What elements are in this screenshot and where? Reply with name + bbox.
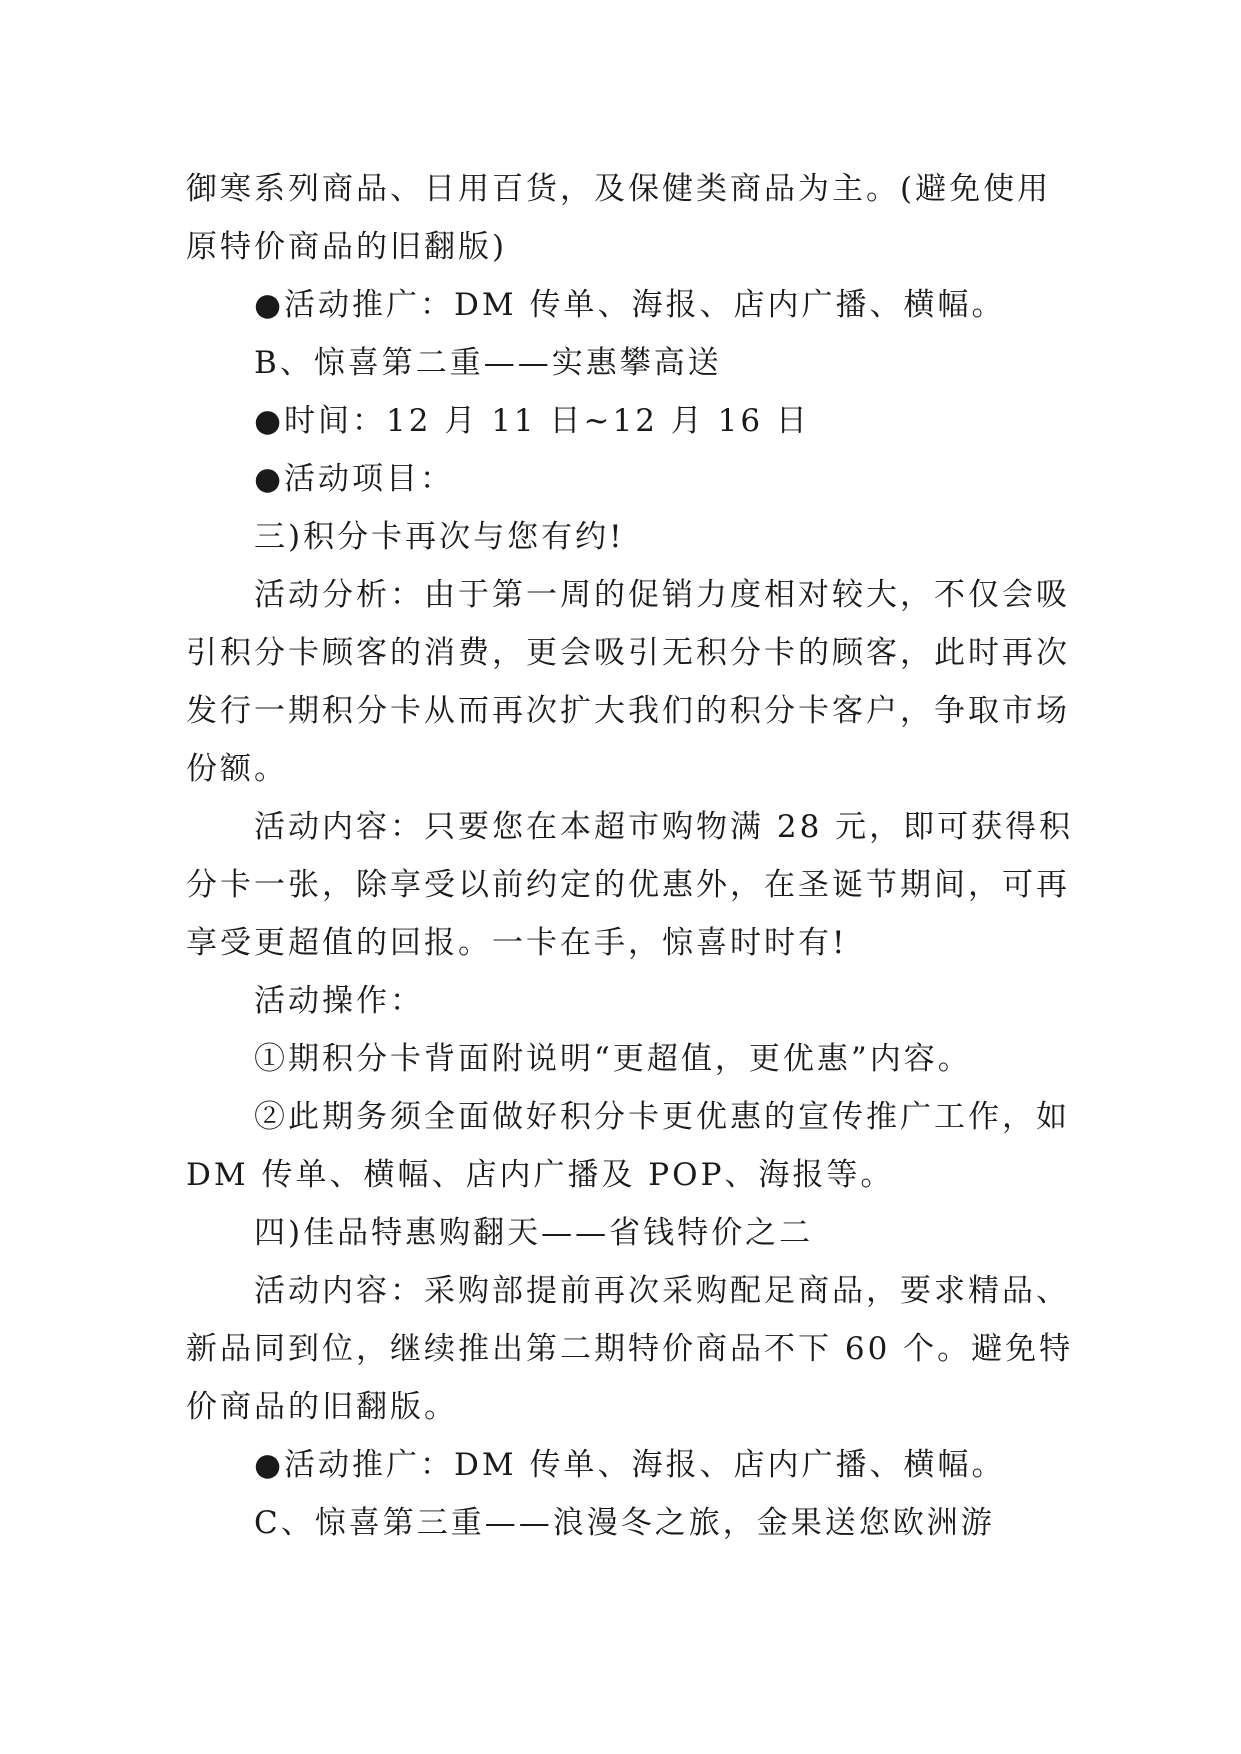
text-line: DM 传单、横幅、店内广播及 POP、海报等。	[186, 1157, 895, 1193]
text-line: 份额。	[186, 751, 288, 787]
text-line: ●时间：12 月 11 日~12 月 16 日	[254, 403, 810, 439]
subsection-heading: 三)积分卡再次与您有约!	[254, 519, 625, 555]
text-line: 活动分析：由于第一周的促销力度相对较大，不仅会吸	[254, 577, 1070, 613]
text-line: 活动内容：只要您在本超市购物满 28 元，即可获得积	[254, 809, 1074, 845]
subsection-heading: 四)佳品特惠购翻天——省钱特价之二	[254, 1215, 814, 1251]
text-line: ●活动项目：	[254, 461, 455, 497]
text-line: 价商品的旧翻版。	[186, 1389, 458, 1425]
section-heading: B、惊喜第二重——实惠攀高送	[254, 345, 722, 381]
document-body	[186, 160, 1074, 1552]
text-line: 活动操作：	[254, 983, 424, 1019]
text-line: 御寒系列商品、日用百货，及保健类商品为主。(避免使用	[186, 171, 1052, 207]
text-line: ●活动推广：DM 传单、海报、店内广播、横幅。	[254, 287, 1006, 323]
section-heading: C、惊喜第三重——浪漫冬之旅，金果送您欧洲游	[254, 1505, 995, 1541]
text-line: ①期积分卡背面附说明“更超值，更优惠”内容。	[254, 1041, 972, 1077]
text-line: 享受更超值的回报。一卡在手，惊喜时时有!	[186, 925, 848, 961]
text-line: 引积分卡顾客的消费，更会吸引无积分卡的顾客，此时再次	[186, 635, 1070, 671]
text-line: 分卡一张，除享受以前约定的优惠外，在圣诞节期间，可再	[186, 867, 1070, 903]
text-line: 原特价商品的旧翻版)	[186, 229, 508, 265]
text-line: 新品同到位，继续推出第二期特价商品不下 60 个。避免特	[186, 1331, 1074, 1367]
text-line: ②此期务须全面做好积分卡更优惠的宣传推广工作，如	[254, 1099, 1070, 1135]
text-line: ●活动推广：DM 传单、海报、店内广播、横幅。	[254, 1447, 1006, 1483]
text-line: 活动内容：采购部提前再次采购配足商品，要求精品、	[254, 1273, 1070, 1309]
text-line: 发行一期积分卡从而再次扩大我们的积分卡客户，争取市场	[186, 693, 1070, 729]
